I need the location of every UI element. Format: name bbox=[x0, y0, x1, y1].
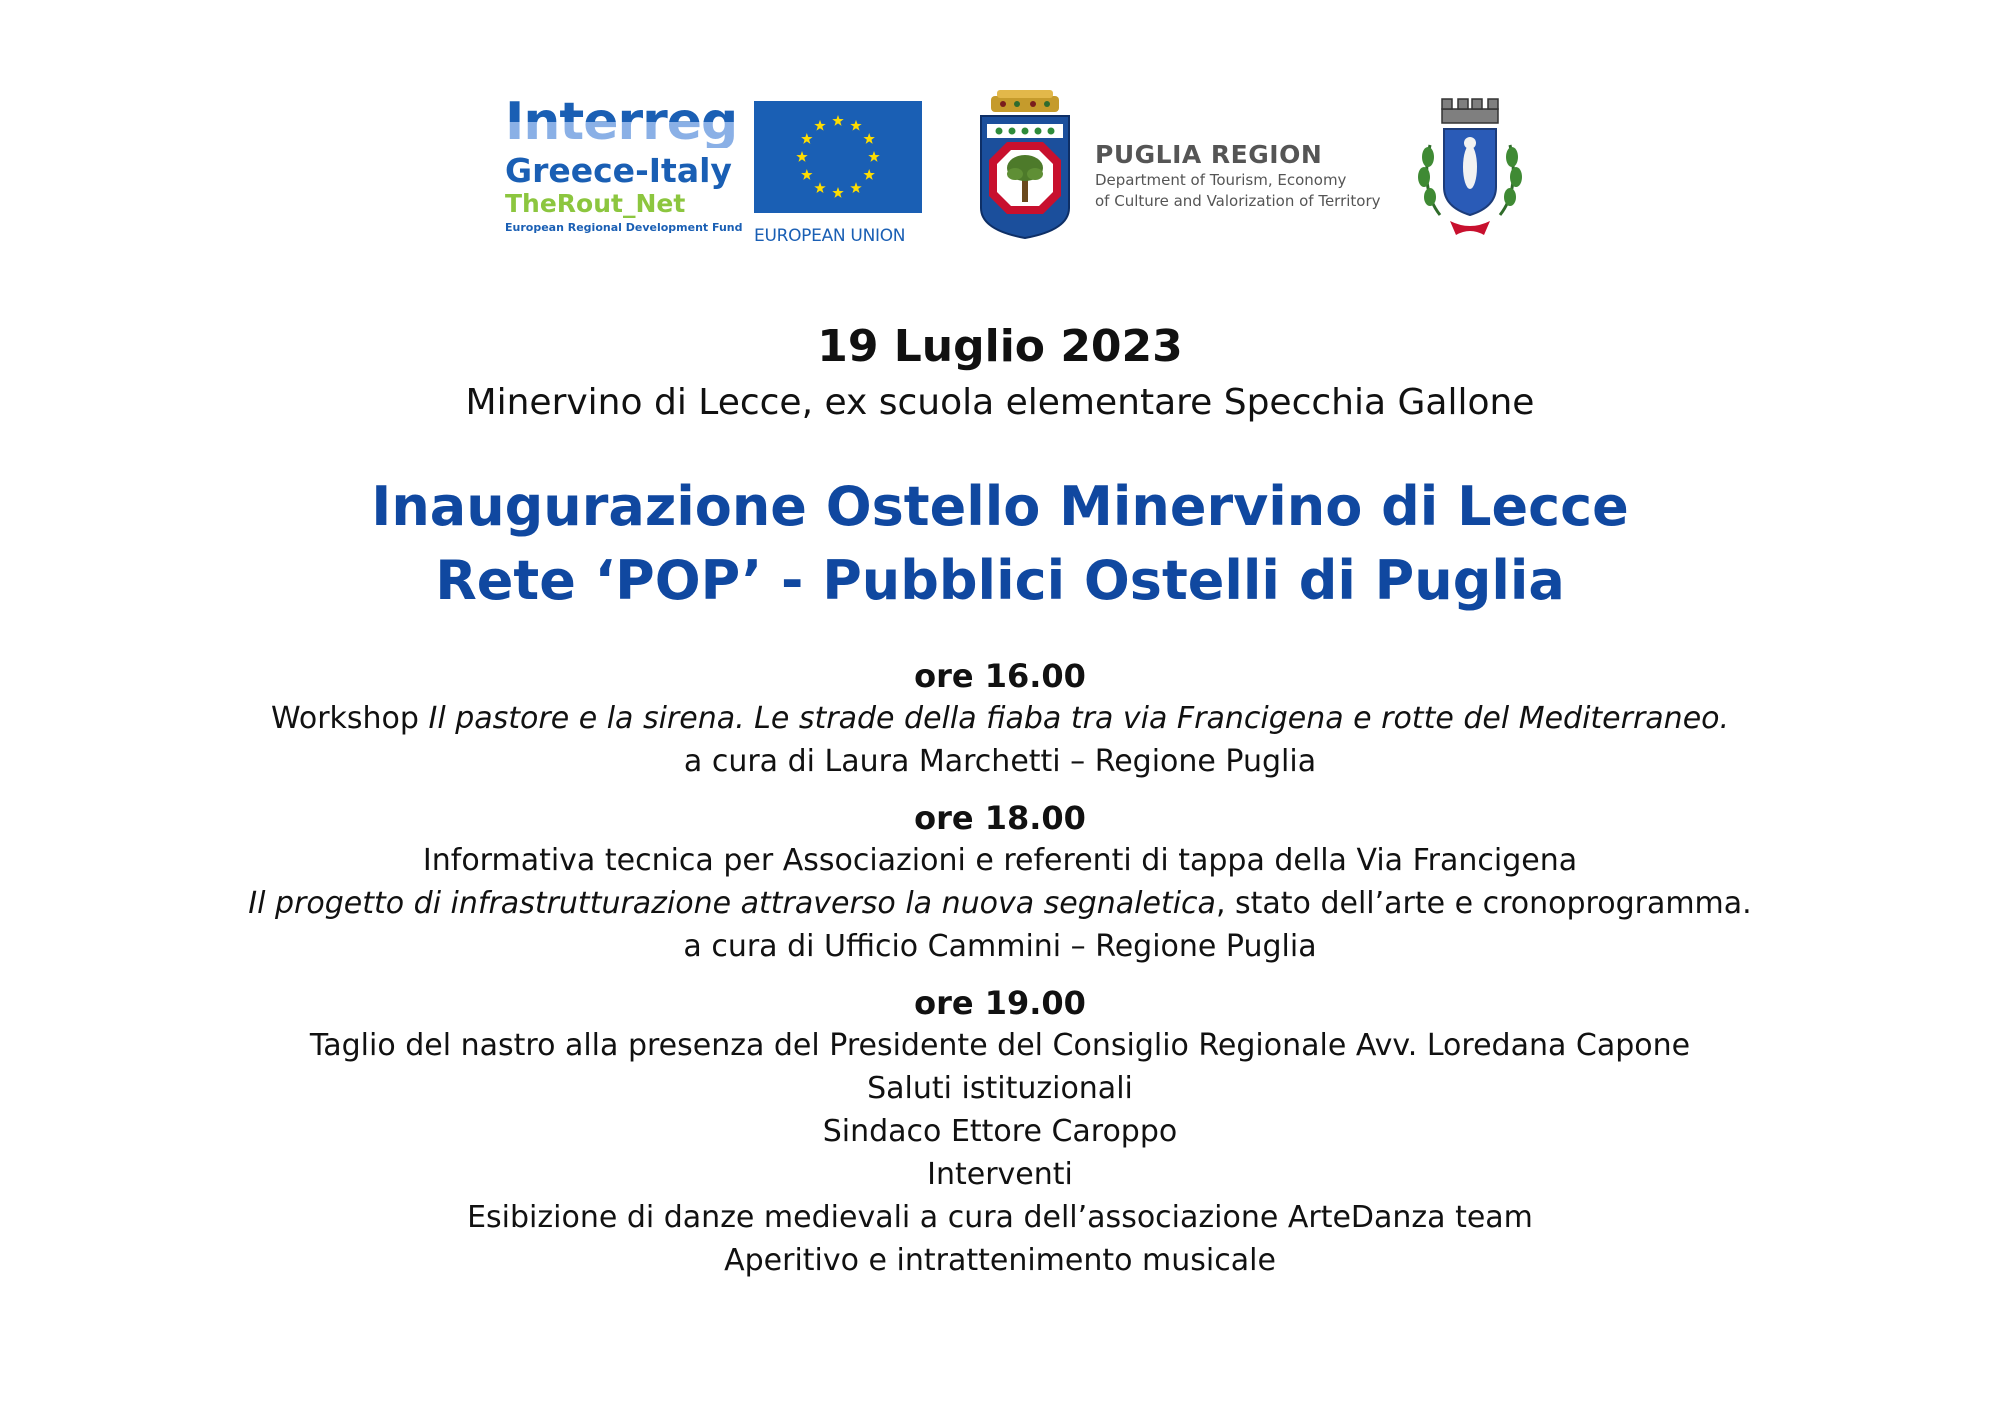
slot-time: ore 16.00 bbox=[914, 657, 1086, 695]
puglia-dept-line1: Department of Tourism, Economy bbox=[1095, 171, 1347, 189]
program-slot-1800 bbox=[0, 797, 2000, 968]
slot-line: Taglio del nastro alla presenza del Presidente del Consiglio Regionale Avv. Loredana Capone bbox=[309, 1028, 1691, 1063]
puglia-region-text bbox=[1095, 140, 1381, 212]
slot-line: Sindaco Ettore Caroppo bbox=[822, 1114, 1178, 1149]
eu-flag-icon bbox=[754, 101, 922, 213]
slot-line: Interventi bbox=[927, 1157, 1073, 1192]
program bbox=[0, 655, 2000, 1296]
event-title-line2: Rete ‘POP’ - Pubblici Ostelli di Puglia bbox=[435, 549, 1565, 612]
logo-bar bbox=[0, 0, 2000, 260]
slot-time: ore 18.00 bbox=[914, 799, 1086, 837]
slot-line: Esibizione di danze medievali a cura dell’associazione ArteDanza team bbox=[467, 1200, 1533, 1235]
project-title: Il progetto di infrastrutturazione attraverso la nuova segnaletica bbox=[248, 886, 1216, 921]
slot-line: Aperitivo e intrattenimento musicale bbox=[724, 1243, 1276, 1278]
program-slot-1600 bbox=[0, 655, 2000, 783]
interreg-project: TheRout_Net bbox=[505, 189, 686, 218]
eu-caption: EUROPEAN UNION bbox=[754, 226, 906, 246]
workshop-line bbox=[0, 697, 2000, 740]
interreg-fund: European Regional Development Fund bbox=[505, 221, 743, 234]
puglia-dept-line2: of Culture and Valorization of Territory bbox=[1095, 192, 1381, 210]
program-slot-1900 bbox=[0, 982, 2000, 1282]
eu-logo bbox=[754, 101, 924, 251]
event-title bbox=[0, 470, 2000, 618]
event-title-line1: Inaugurazione Ostello Minervino di Lecce bbox=[371, 475, 1629, 538]
municipal-crest-icon bbox=[1410, 95, 1530, 240]
workshop-prefix: Workshop bbox=[270, 701, 429, 736]
puglia-region-name: PUGLIA REGION bbox=[1095, 140, 1323, 169]
slot-curator: a cura di Ufficio Cammini – Regione Puglia bbox=[683, 929, 1317, 964]
slot-curator: a cura di Laura Marchetti – Regione Puglia bbox=[683, 744, 1317, 779]
slot-line: Saluti istituzionali bbox=[867, 1071, 1133, 1106]
event-venue: Minervino di Lecce, ex scuola elementare Specchia Gallone bbox=[465, 382, 1535, 423]
interreg-program: Greece-Italy bbox=[505, 151, 732, 190]
interreg-wordmark: Interreg bbox=[505, 96, 745, 148]
slot-line bbox=[0, 882, 2000, 925]
workshop-title: Il pastore e la sirena. Le strade della fiaba tra via Francigena e rotte del Mediterraneo. bbox=[428, 701, 1730, 736]
slot-time: ore 19.00 bbox=[914, 984, 1086, 1022]
slot-line: Informativa tecnica per Associazioni e referenti di tappa della Via Francigena bbox=[422, 843, 1578, 878]
interreg-logo bbox=[505, 92, 745, 246]
project-status: , stato dell’arte e cronoprogramma. bbox=[1215, 886, 1752, 921]
event-date: 19 Luglio 2023 bbox=[817, 321, 1183, 372]
puglia-crest-icon bbox=[975, 90, 1075, 240]
